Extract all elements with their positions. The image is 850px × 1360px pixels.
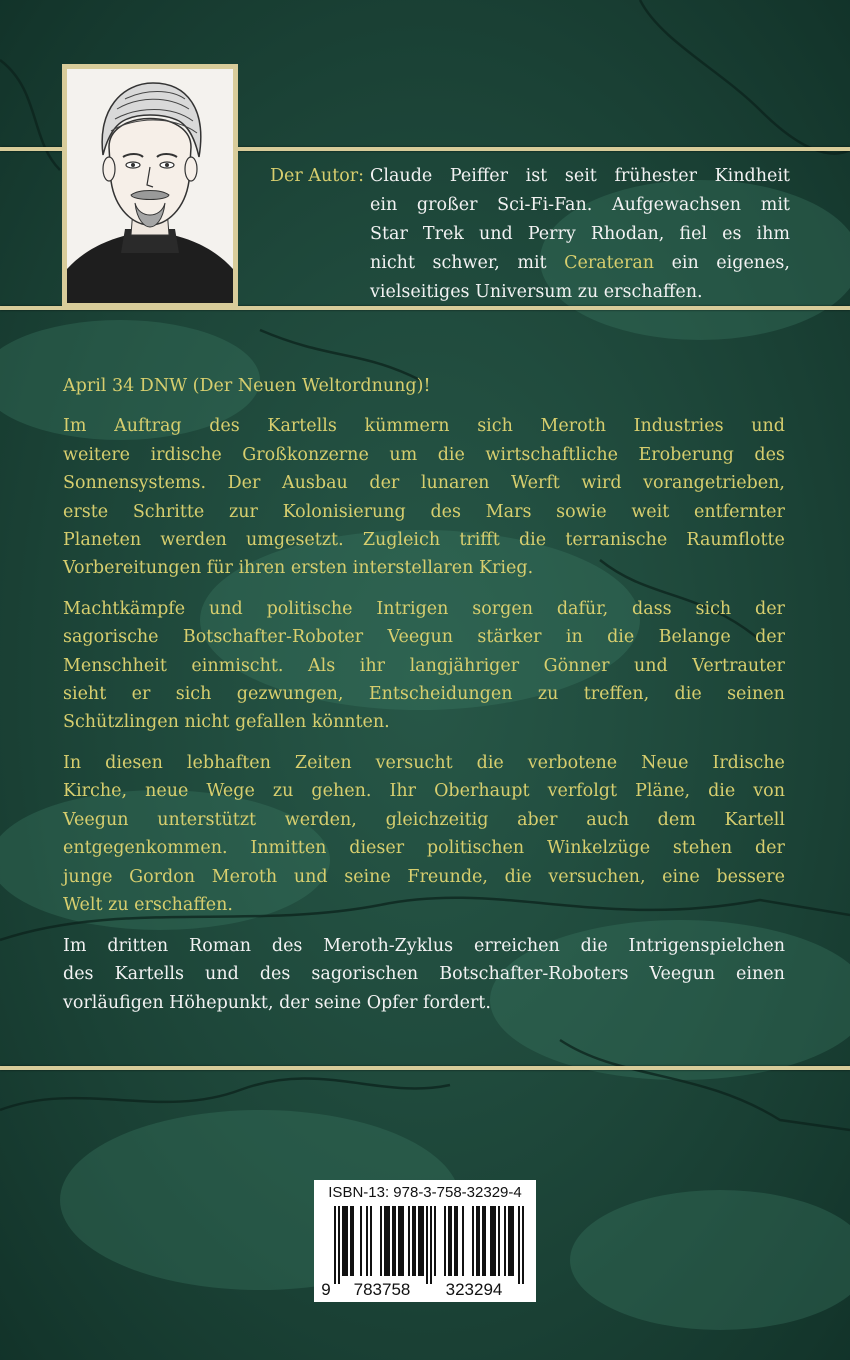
word: langjähriger	[409, 655, 520, 676]
blurb-line	[63, 526, 785, 554]
word: politischen	[426, 838, 525, 859]
word: und	[205, 964, 239, 985]
word: Claude	[370, 166, 433, 186]
barcode-bar	[426, 1206, 428, 1284]
word: seinen	[727, 684, 785, 705]
barcode-bar	[402, 1206, 404, 1276]
word: und	[293, 866, 328, 887]
barcode-bar	[360, 1206, 362, 1276]
blurb	[63, 372, 785, 931]
blurb-line	[63, 834, 785, 862]
word: politische	[266, 598, 353, 619]
barcode-bar	[454, 1206, 456, 1276]
word: zu	[272, 781, 294, 802]
barcode-digits: 9	[321, 1280, 331, 1298]
barcode-bar	[512, 1206, 514, 1276]
word: Kolonisierung	[282, 501, 406, 522]
word: des	[209, 416, 240, 437]
word: sagorische	[63, 627, 159, 648]
word: ihr	[359, 655, 386, 676]
barcode-bar	[504, 1206, 506, 1276]
word: um	[389, 444, 418, 465]
word: einmischt.	[191, 655, 284, 676]
word: ist	[525, 166, 548, 186]
barcode-bar	[430, 1206, 432, 1284]
barcode-bar	[476, 1206, 478, 1276]
word: sich	[695, 598, 732, 619]
closing-teaser	[63, 932, 785, 1017]
word: fiel	[679, 224, 708, 244]
blurb-intro: April 34 DNW (Der Neuen Weltordnung)!	[63, 376, 431, 396]
barcode-bar	[398, 1206, 400, 1276]
barcode-bar	[338, 1206, 340, 1284]
word: Freunde,	[407, 866, 488, 887]
barcode-bar	[484, 1206, 486, 1276]
word: In	[63, 752, 82, 773]
word: der	[369, 473, 400, 494]
word: umgesetzt.	[246, 530, 344, 551]
word: versuchen,	[548, 866, 646, 887]
word: Peiffer	[449, 166, 508, 186]
word: Intrigenspielchen	[628, 936, 785, 956]
blurb-line	[63, 498, 785, 526]
word: Sonnensystems.	[63, 473, 207, 494]
barcode-bar	[422, 1206, 424, 1276]
word: und	[751, 416, 785, 437]
blurb-line	[63, 806, 785, 834]
barcode-bar	[444, 1206, 446, 1276]
word: sorgen	[472, 598, 533, 619]
word: aber	[517, 809, 558, 830]
blurb-paragraph	[63, 412, 785, 582]
word: Kindheit	[714, 166, 790, 186]
word: bessere	[716, 866, 785, 887]
word: neue	[145, 781, 189, 802]
barcode-bar	[508, 1206, 510, 1276]
blurb-line	[63, 680, 785, 708]
barcode-bar	[418, 1206, 420, 1276]
word: junge	[63, 866, 113, 887]
word: weitere	[63, 444, 131, 465]
word: Irdische	[712, 752, 785, 773]
word: Gordon	[129, 866, 196, 887]
word: gehen.	[311, 781, 372, 802]
word: Veegun	[387, 627, 454, 648]
word: versucht	[375, 752, 453, 773]
barcode-bar	[380, 1206, 382, 1276]
word: ein	[370, 195, 398, 215]
word: des	[271, 936, 303, 956]
word: Aufgewachsen	[612, 195, 742, 215]
word: und	[208, 598, 243, 619]
word: Planeten	[63, 530, 142, 551]
word: Kartells	[267, 416, 337, 437]
word: Intrigen	[376, 598, 449, 619]
word: des	[63, 964, 94, 985]
word: Pläne,	[635, 781, 691, 802]
word: die	[476, 752, 504, 773]
word: sich	[175, 684, 212, 705]
word: frühester	[614, 166, 697, 186]
author-bio	[270, 162, 790, 302]
barcode-bar	[400, 1206, 402, 1276]
blurb-line	[63, 595, 785, 623]
barcode-bar	[450, 1206, 452, 1276]
word: die	[580, 936, 608, 956]
word: des	[754, 444, 785, 465]
word: entfernter	[694, 501, 785, 522]
word: Gönner	[543, 655, 610, 676]
blurb-line	[63, 777, 785, 805]
author-bio-line	[370, 220, 790, 249]
word: sich	[477, 416, 513, 437]
barcode-bar	[392, 1206, 394, 1276]
barcode-bar	[510, 1206, 512, 1276]
word: unterstützt	[157, 809, 257, 830]
word: Meroth-Zyklus	[323, 936, 454, 956]
word: mit	[760, 195, 790, 215]
word: trifft	[459, 530, 500, 551]
blurb-paragraphs	[63, 412, 785, 919]
word: Rhodan,	[590, 224, 665, 244]
barcode-box	[314, 1180, 536, 1302]
word: eigenes,	[716, 253, 790, 273]
word: der	[755, 598, 785, 619]
barcode-bar	[490, 1206, 492, 1276]
barcode-bar	[498, 1206, 500, 1276]
word: zu	[537, 684, 559, 705]
barcode-bar	[448, 1206, 450, 1276]
word: es	[722, 224, 742, 244]
word: ein	[671, 253, 699, 273]
word: Kirche,	[63, 781, 128, 802]
word: ihm	[756, 224, 790, 244]
word: einen	[736, 964, 785, 985]
word: die	[674, 684, 702, 705]
closing-line	[63, 960, 785, 988]
word: zur	[228, 501, 258, 522]
word: wird	[581, 473, 622, 494]
word: Zeiten	[294, 752, 352, 773]
word: lebhaften	[186, 752, 271, 773]
barcode-bar	[352, 1206, 354, 1276]
word: seine	[344, 866, 391, 887]
word: Kartells	[114, 964, 185, 985]
barcode-bar	[366, 1206, 368, 1276]
word: eine	[662, 866, 700, 887]
author-bio-text	[370, 162, 790, 307]
word: Veegun	[63, 809, 129, 830]
barcode-bar	[492, 1206, 494, 1276]
word: Mars	[485, 501, 532, 522]
word: Auftrag	[114, 416, 182, 437]
word: vorangetrieben,	[643, 473, 785, 494]
word: sieht	[63, 684, 107, 705]
barcode-bar	[342, 1206, 344, 1276]
word: die	[607, 627, 635, 648]
barcode-bar	[388, 1206, 390, 1276]
bottom-rule	[0, 1066, 850, 1070]
word: irdische	[150, 444, 222, 465]
barcode-bar	[462, 1206, 464, 1276]
word: die	[504, 866, 532, 887]
word: mit	[517, 253, 547, 273]
blurb-line	[63, 441, 785, 469]
barcode-bar	[412, 1206, 414, 1276]
word: Sci-Fi-Fan.	[497, 195, 593, 215]
author-portrait	[67, 69, 233, 303]
word: diesen	[105, 752, 163, 773]
word: Belange	[658, 627, 731, 648]
blurb-line	[63, 652, 785, 680]
word: erreichen	[473, 936, 560, 956]
word: Industries	[633, 416, 724, 437]
barcode-bar	[394, 1206, 396, 1276]
word: Kartell	[724, 809, 785, 830]
word: lunaren	[420, 473, 490, 494]
word: nicht	[370, 253, 415, 273]
word: Im	[63, 416, 87, 437]
word: des	[430, 501, 462, 522]
word: Werft	[511, 473, 560, 494]
word: der	[755, 627, 785, 648]
barcode-bar	[370, 1206, 372, 1276]
highlighted-word: Cerateran	[564, 253, 655, 273]
barcode-bar	[482, 1206, 484, 1276]
author-label: Der Autor:	[270, 166, 365, 186]
word: stehen	[672, 838, 733, 859]
blurb-line	[63, 469, 785, 497]
word: gleichzeitig	[385, 809, 489, 830]
author-portrait-frame	[62, 64, 238, 308]
author-bio-line: vielseitiges Universum zu erschaffen.	[370, 282, 703, 302]
word: weit	[631, 501, 670, 522]
word: verbotene	[527, 752, 618, 773]
word: in	[565, 627, 583, 648]
word: Schritte	[132, 501, 205, 522]
word: werden	[160, 530, 227, 551]
barcode-bar	[414, 1206, 416, 1276]
word: Machtkämpfe	[63, 598, 186, 619]
word: Neue	[641, 752, 689, 773]
word: Botschafter-Roboter	[182, 627, 364, 648]
author-bio-line	[370, 162, 790, 191]
word: Roman	[189, 936, 252, 956]
word: Botschafter-Roboters	[439, 964, 629, 985]
word: auch	[586, 809, 629, 830]
blurb-paragraph	[63, 749, 785, 919]
barcode-bar	[334, 1206, 336, 1284]
word: dritten	[107, 936, 169, 956]
word: Ihr	[389, 781, 417, 802]
word: Inmitten	[250, 838, 327, 859]
word: Der	[227, 473, 261, 494]
word: Oberhaupt	[434, 781, 530, 802]
barcode-bar	[478, 1206, 480, 1276]
blurb-line	[63, 623, 785, 651]
word: Winkelzüge	[546, 838, 651, 859]
word: Perry	[527, 224, 576, 244]
barcode-bar	[346, 1206, 348, 1276]
word: verfolgt	[547, 781, 618, 802]
closing-line	[63, 932, 785, 960]
barcode-bar	[456, 1206, 458, 1276]
word: Ausbau	[282, 473, 348, 494]
word: und	[633, 655, 668, 676]
barcode	[320, 1206, 530, 1298]
barcode-bar	[472, 1206, 474, 1276]
word: Raumflotte	[686, 530, 785, 551]
barcode-bar	[494, 1206, 496, 1276]
blurb-line	[63, 863, 785, 891]
blurb-paragraph	[63, 595, 785, 737]
word: dass	[632, 598, 672, 619]
word: und	[478, 224, 513, 244]
word: Trek	[422, 224, 464, 244]
barcode-bar	[434, 1206, 436, 1276]
barcode-bar	[420, 1206, 422, 1276]
closing-line: vorläufigen Höhepunkt, der seine Opfer fordert.	[63, 992, 491, 1013]
barcode-bar	[350, 1206, 352, 1276]
word: dem	[657, 809, 696, 830]
blurb-line: Vorbereitungen für ihren ersten interstellaren Krieg.	[63, 558, 534, 579]
word: er	[131, 684, 151, 705]
word: Wege	[206, 781, 255, 802]
word: gezwungen,	[236, 684, 344, 705]
word: treffen,	[583, 684, 650, 705]
word: sagorischen	[311, 964, 419, 985]
word: die	[437, 444, 465, 465]
barcode-bar	[518, 1206, 520, 1284]
barcode-bar	[344, 1206, 346, 1276]
word: Menschheit	[63, 655, 167, 676]
author-bio-line	[370, 191, 790, 220]
word: schwer,	[432, 253, 500, 273]
isbn-label: ISBN-13: 978-3-758-32329-4	[328, 1184, 522, 1201]
word: wirtschaftliche	[485, 444, 618, 465]
word: seit	[564, 166, 597, 186]
word: stärker	[477, 627, 542, 648]
barcode-bar	[386, 1206, 388, 1276]
word: Zugleich	[362, 530, 441, 551]
word: Star	[370, 224, 408, 244]
blurb-line: Schützlingen nicht gefallen könnten.	[63, 712, 390, 733]
word: dafür,	[556, 598, 609, 619]
word: entgegenkommen.	[63, 838, 228, 859]
word: terranische	[565, 530, 668, 551]
word: die	[518, 530, 547, 551]
word: Eroberung	[638, 444, 734, 465]
word: Entscheidungen	[368, 684, 513, 705]
word: Meroth	[211, 866, 278, 887]
word: Vertrauter	[692, 655, 785, 676]
blurb-line: Welt zu erschaffen.	[63, 894, 233, 915]
word: sowie	[556, 501, 607, 522]
word: des	[259, 964, 291, 985]
word: werden,	[284, 809, 357, 830]
barcode-bar	[384, 1206, 386, 1276]
blurb-line	[63, 412, 785, 440]
word: kümmern	[364, 416, 450, 437]
blurb-line	[63, 749, 785, 777]
word: Als	[308, 655, 336, 676]
word: von	[753, 781, 785, 802]
word: Meroth	[540, 416, 606, 437]
word: Im	[63, 936, 87, 956]
word: die	[708, 781, 736, 802]
barcode-bar	[522, 1206, 524, 1284]
word: Großkonzerne	[242, 444, 369, 465]
word: dieser	[349, 838, 405, 859]
word: großer	[416, 195, 478, 215]
author-bio-line	[370, 249, 790, 278]
barcode-digits: 323294	[445, 1280, 503, 1298]
word: Veegun	[649, 964, 716, 985]
word: der	[754, 838, 785, 859]
word: erste	[63, 501, 109, 522]
barcode-bar	[408, 1206, 410, 1276]
barcode-digits: 783758	[353, 1280, 411, 1298]
